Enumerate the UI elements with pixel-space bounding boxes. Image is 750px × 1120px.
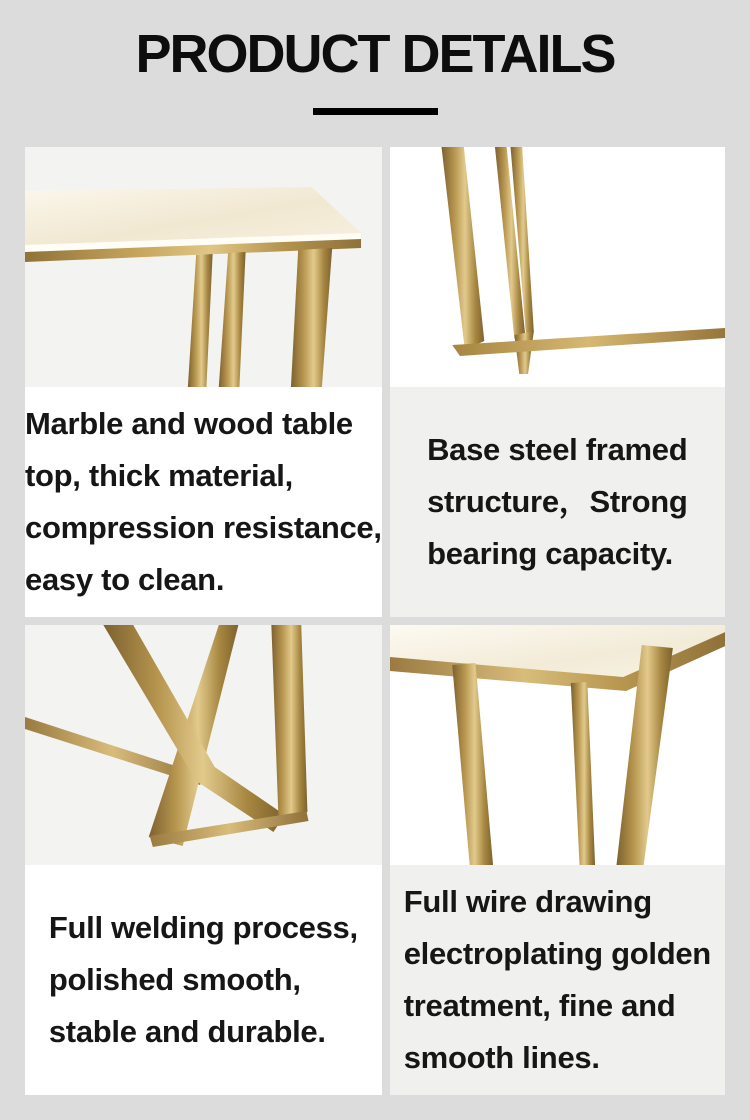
title-underline bbox=[313, 108, 438, 115]
photo-base-structure bbox=[390, 147, 725, 387]
base-frame-illustration bbox=[390, 147, 725, 387]
caption-line: bearing capacity. bbox=[427, 536, 673, 571]
caption-line: Full welding process, bbox=[48, 910, 358, 945]
caption-line: treatment, fine and bbox=[403, 988, 676, 1023]
caption-line: polished smooth, bbox=[48, 962, 301, 997]
caption-base-structure bbox=[390, 387, 725, 617]
caption-line: Marble and wood table bbox=[25, 406, 353, 441]
caption-line: structure，Strong bbox=[427, 484, 688, 519]
card-marble-top bbox=[25, 147, 382, 617]
photo-marble-top bbox=[25, 147, 382, 387]
card-base-structure bbox=[390, 147, 725, 617]
caption-line: Full wire drawing bbox=[403, 884, 652, 919]
photo-welded-legs bbox=[25, 625, 382, 865]
caption-line: easy to clean. bbox=[25, 562, 225, 597]
caption-line: stable and durable. bbox=[48, 1014, 326, 1049]
caption-line: electroplating golden bbox=[403, 936, 711, 971]
card-electroplating bbox=[390, 625, 725, 1095]
caption-marble-top bbox=[25, 387, 382, 617]
gold-corner-illustration bbox=[390, 625, 725, 865]
caption-line: top, thick material, bbox=[25, 458, 293, 493]
product-details-grid bbox=[0, 147, 750, 1095]
caption-line: Base steel framed bbox=[427, 432, 688, 467]
caption-line: compression resistance, bbox=[25, 510, 382, 545]
x-legs-illustration bbox=[25, 625, 382, 865]
caption-electroplating bbox=[390, 865, 725, 1095]
card-welding bbox=[25, 625, 382, 1095]
photo-electroplated-corner bbox=[390, 625, 725, 865]
caption-welding bbox=[25, 865, 382, 1095]
marble-top-illustration bbox=[25, 147, 382, 387]
caption-line: smooth lines. bbox=[403, 1040, 600, 1075]
page-title: PRODUCT DETAILS bbox=[135, 24, 615, 84]
